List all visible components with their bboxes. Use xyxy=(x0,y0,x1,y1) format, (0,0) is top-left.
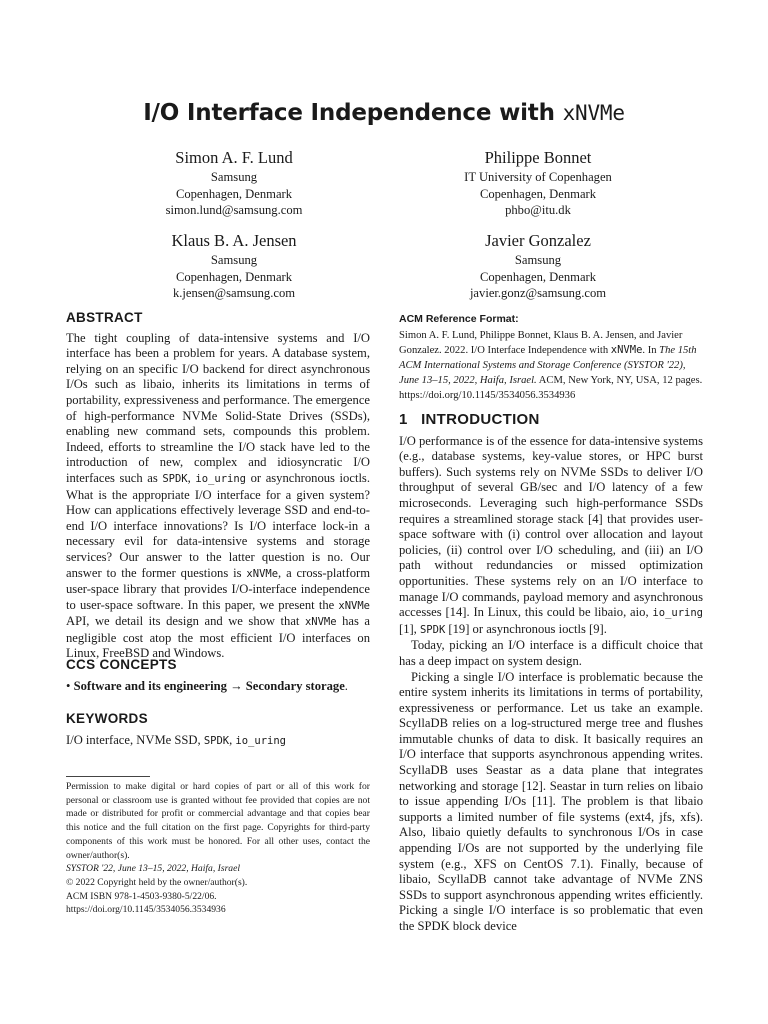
abstract-part: , a cross-platform user-space library that provides I/O-interface independence to user-space software. In this paper, we present the xyxy=(66,565,370,612)
keywords-section xyxy=(66,711,370,749)
reference-heading: ACM Reference Format: xyxy=(399,313,519,325)
keywords-part: I/O interface, NVMe SSD, xyxy=(66,732,204,747)
abstract-part: , xyxy=(187,470,196,485)
doi-link[interactable]: https://doi.org/10.1145/3534056.3534936 xyxy=(66,904,226,916)
abstract-part: or asynchronous ioctls. What is the appropriate I/O interface for a given system? How can applications effectively leverage SSD and end-to-end I/O interface innovations? Is I/O interface lock-in a necessary evil for data-intensive systems and storage services? Our answer to the latter question is no. Our answer to the former questions is xyxy=(66,470,370,580)
author-email[interactable]: simon.lund@samsung.com xyxy=(165,203,303,217)
intro-part: [19] or asynchronous ioctls [9]. xyxy=(445,621,607,636)
author-org: IT University of Copenhagen xyxy=(464,170,612,184)
abstract-part: The tight coupling of data-intensive systems and I/O interface has been a problem for years. A database system, relying on an specific I/O backend for direct asynchronous I/Os such as libaio, inherits its limitations in terms of portability, expressiveness and performance. The emergence of high-performance NVMe Solid-State Drives (SSDs), enabling new command sets, compounds this problem. Indeed, efforts to streamline the I/O stack have led to the introduction of new, complex and idiosyncratic I/O interfaces such as xyxy=(66,330,370,485)
author-name: Javier Gonzalez xyxy=(485,231,591,250)
reference-venue: The 15th ACM International Systems and Storage Conference (SYSTOR '22), June 13–15, 2022, Haifa, Israel. xyxy=(399,344,697,387)
reference-part: . In xyxy=(642,344,660,356)
author-location: Copenhagen, Denmark xyxy=(479,269,597,284)
author-email[interactable]: phbo@itu.dk xyxy=(505,203,571,217)
abstract-heading: ABSTRACT xyxy=(66,310,143,325)
abstract-part: API, we detail its design and we show that xyxy=(66,614,305,629)
title-text: I/O Interface Independence with xyxy=(143,100,563,126)
keywords-part: , xyxy=(229,732,236,747)
introduction-section xyxy=(399,412,703,935)
reference-part: ACM, New York, NY, USA, 12 pages. https://doi.org/10.1145/3534056.3534936 xyxy=(399,375,703,402)
author-email[interactable]: javier.gonz@samsung.com xyxy=(469,286,607,300)
author-name: Klaus B. A. Jensen xyxy=(171,231,297,250)
bullet: • xyxy=(66,678,71,693)
abstract-section xyxy=(66,310,370,662)
abstract-text xyxy=(66,331,370,662)
code-term: xNVMe xyxy=(246,567,279,580)
author-org: Samsung xyxy=(210,170,258,184)
conference-line: SYSTOR '22, June 13–15, 2022, Haifa, Israel xyxy=(66,863,241,875)
isbn-line: ACM ISBN 978-1-4503-9380-5/22/06. xyxy=(66,890,217,902)
code-term: SPDK xyxy=(162,472,188,485)
author-email[interactable]: k.jensen@samsung.com xyxy=(172,286,296,300)
code-term: SPDK xyxy=(203,734,230,747)
section-number: 1 xyxy=(399,411,408,428)
code-term: xNVMe xyxy=(304,616,337,629)
introduction-heading xyxy=(399,412,703,428)
code-term: io_uring xyxy=(652,607,703,620)
keywords-text xyxy=(66,733,370,750)
ccs-concept: Software and its engineering → Secondary storage xyxy=(73,678,345,693)
author-location: Copenhagen, Denmark xyxy=(479,186,597,201)
intro-paragraph xyxy=(399,434,703,639)
author-org: Samsung xyxy=(210,253,258,267)
code-term: SPDK xyxy=(419,623,446,636)
ccs-period: . xyxy=(344,678,348,693)
author-name: Philippe Bonnet xyxy=(484,148,592,167)
footnote-rule xyxy=(66,776,150,777)
author-block xyxy=(104,147,364,219)
intro-paragraph: Today, picking an I/O interface is a difficult choice that has a deep impact on system design. xyxy=(399,638,703,668)
keywords-heading: KEYWORDS xyxy=(66,711,148,726)
ccs-heading: CCS CONCEPTS xyxy=(66,657,177,672)
ccs-section xyxy=(66,657,370,694)
section-title: INTRODUCTION xyxy=(421,411,540,428)
intro-paragraph: Picking a single I/O interface is problematic because the entire system inherits its limitations in terms of portability, expressiveness or performance. Let us take an example. ScyllaDB relies on a log-structured merge tree and flushes immutable chunks of data to disk. It basically requires an I/O interface that supports asynchronous appending writes. ScyllaDB uses Seastar as a data plane that integrates networking and storage [12]. Seastar in turn relies on libaio to issue appending I/Os [11]. The problem is that libaio supports a limited number of file systems (ext4, jfs, xfs). Also, libaio quietly defaults to synchronous I/Os in case appending I/Os are not supported by the underlying file system (e.g., XFS on CentOS 7.1). Finally, because of libaio, ScyllaDB cannot take advantage of NVMe ZNS SSDs to support asynchronous appending writes efficiently. Picking a single I/O interface is so problematic that even the SPDK block device xyxy=(399,669,703,933)
author-location: Copenhagen, Denmark xyxy=(175,269,293,284)
intro-part: I/O performance is of the essence for data-intensive systems (e.g., database systems, key-value stores, or HPC burst buffers). Such systems rely on NVMe SSDs to deliver I/O throughput of several GB/sec and I/O latency of a few microseconds. Leveraging such high-performance SSDs requires a streamlined storage stack [4] that provides user-space software with (i) control over allocation and layout policies, (ii) control over I/O scheduling, and (iii) an I/O path without redundancies or missed optimization opportunities. These systems rely on an I/O interface to manage I/O commands, payload memory and asynchronous accesses [14]. In Linux, this could be libaio, aio, xyxy=(399,433,703,620)
copyright-line: © 2022 Copyright held by the owner/author(s). xyxy=(66,876,248,888)
author-name: Simon A. F. Lund xyxy=(175,148,293,167)
code-term: xNVMe xyxy=(338,599,370,612)
reference-part: Simon A. F. Lund, Philippe Bonnet, Klaus B. A. Jensen, and Javier Gonzalez. 2022. I/O Interface Independence with xyxy=(399,329,683,356)
code-term: io_uring xyxy=(195,472,246,485)
paper-title xyxy=(0,100,768,126)
author-block xyxy=(408,147,668,219)
author-block xyxy=(408,230,668,302)
author-org: Samsung xyxy=(514,253,562,267)
permission-text: Permission to make digital or hard copies of part or all of this work for personal or classroom use is granted without fee provided that copies are not made or distributed for profit or commercial advantage and that copies bear this notice and the full citation on the first page. Copyrights for third-party components of this work must be honored. For all other uses, contact the owner/author(s). xyxy=(66,781,370,861)
permission-footnote xyxy=(66,780,370,917)
reference-format xyxy=(399,312,703,404)
abstract-part: has a negligible cost atop the most efficient I/O interfaces on Linux, FreeBSD and Windows. xyxy=(66,614,370,661)
author-location: Copenhagen, Denmark xyxy=(175,186,293,201)
code-term: io_uring xyxy=(235,734,286,747)
ccs-item xyxy=(66,679,370,695)
reference-text xyxy=(399,328,703,404)
author-block xyxy=(104,230,364,302)
code-term: xNVMe xyxy=(610,343,643,356)
intro-part: [1], xyxy=(399,621,420,636)
title-xnvme: xNVMe xyxy=(562,101,625,125)
